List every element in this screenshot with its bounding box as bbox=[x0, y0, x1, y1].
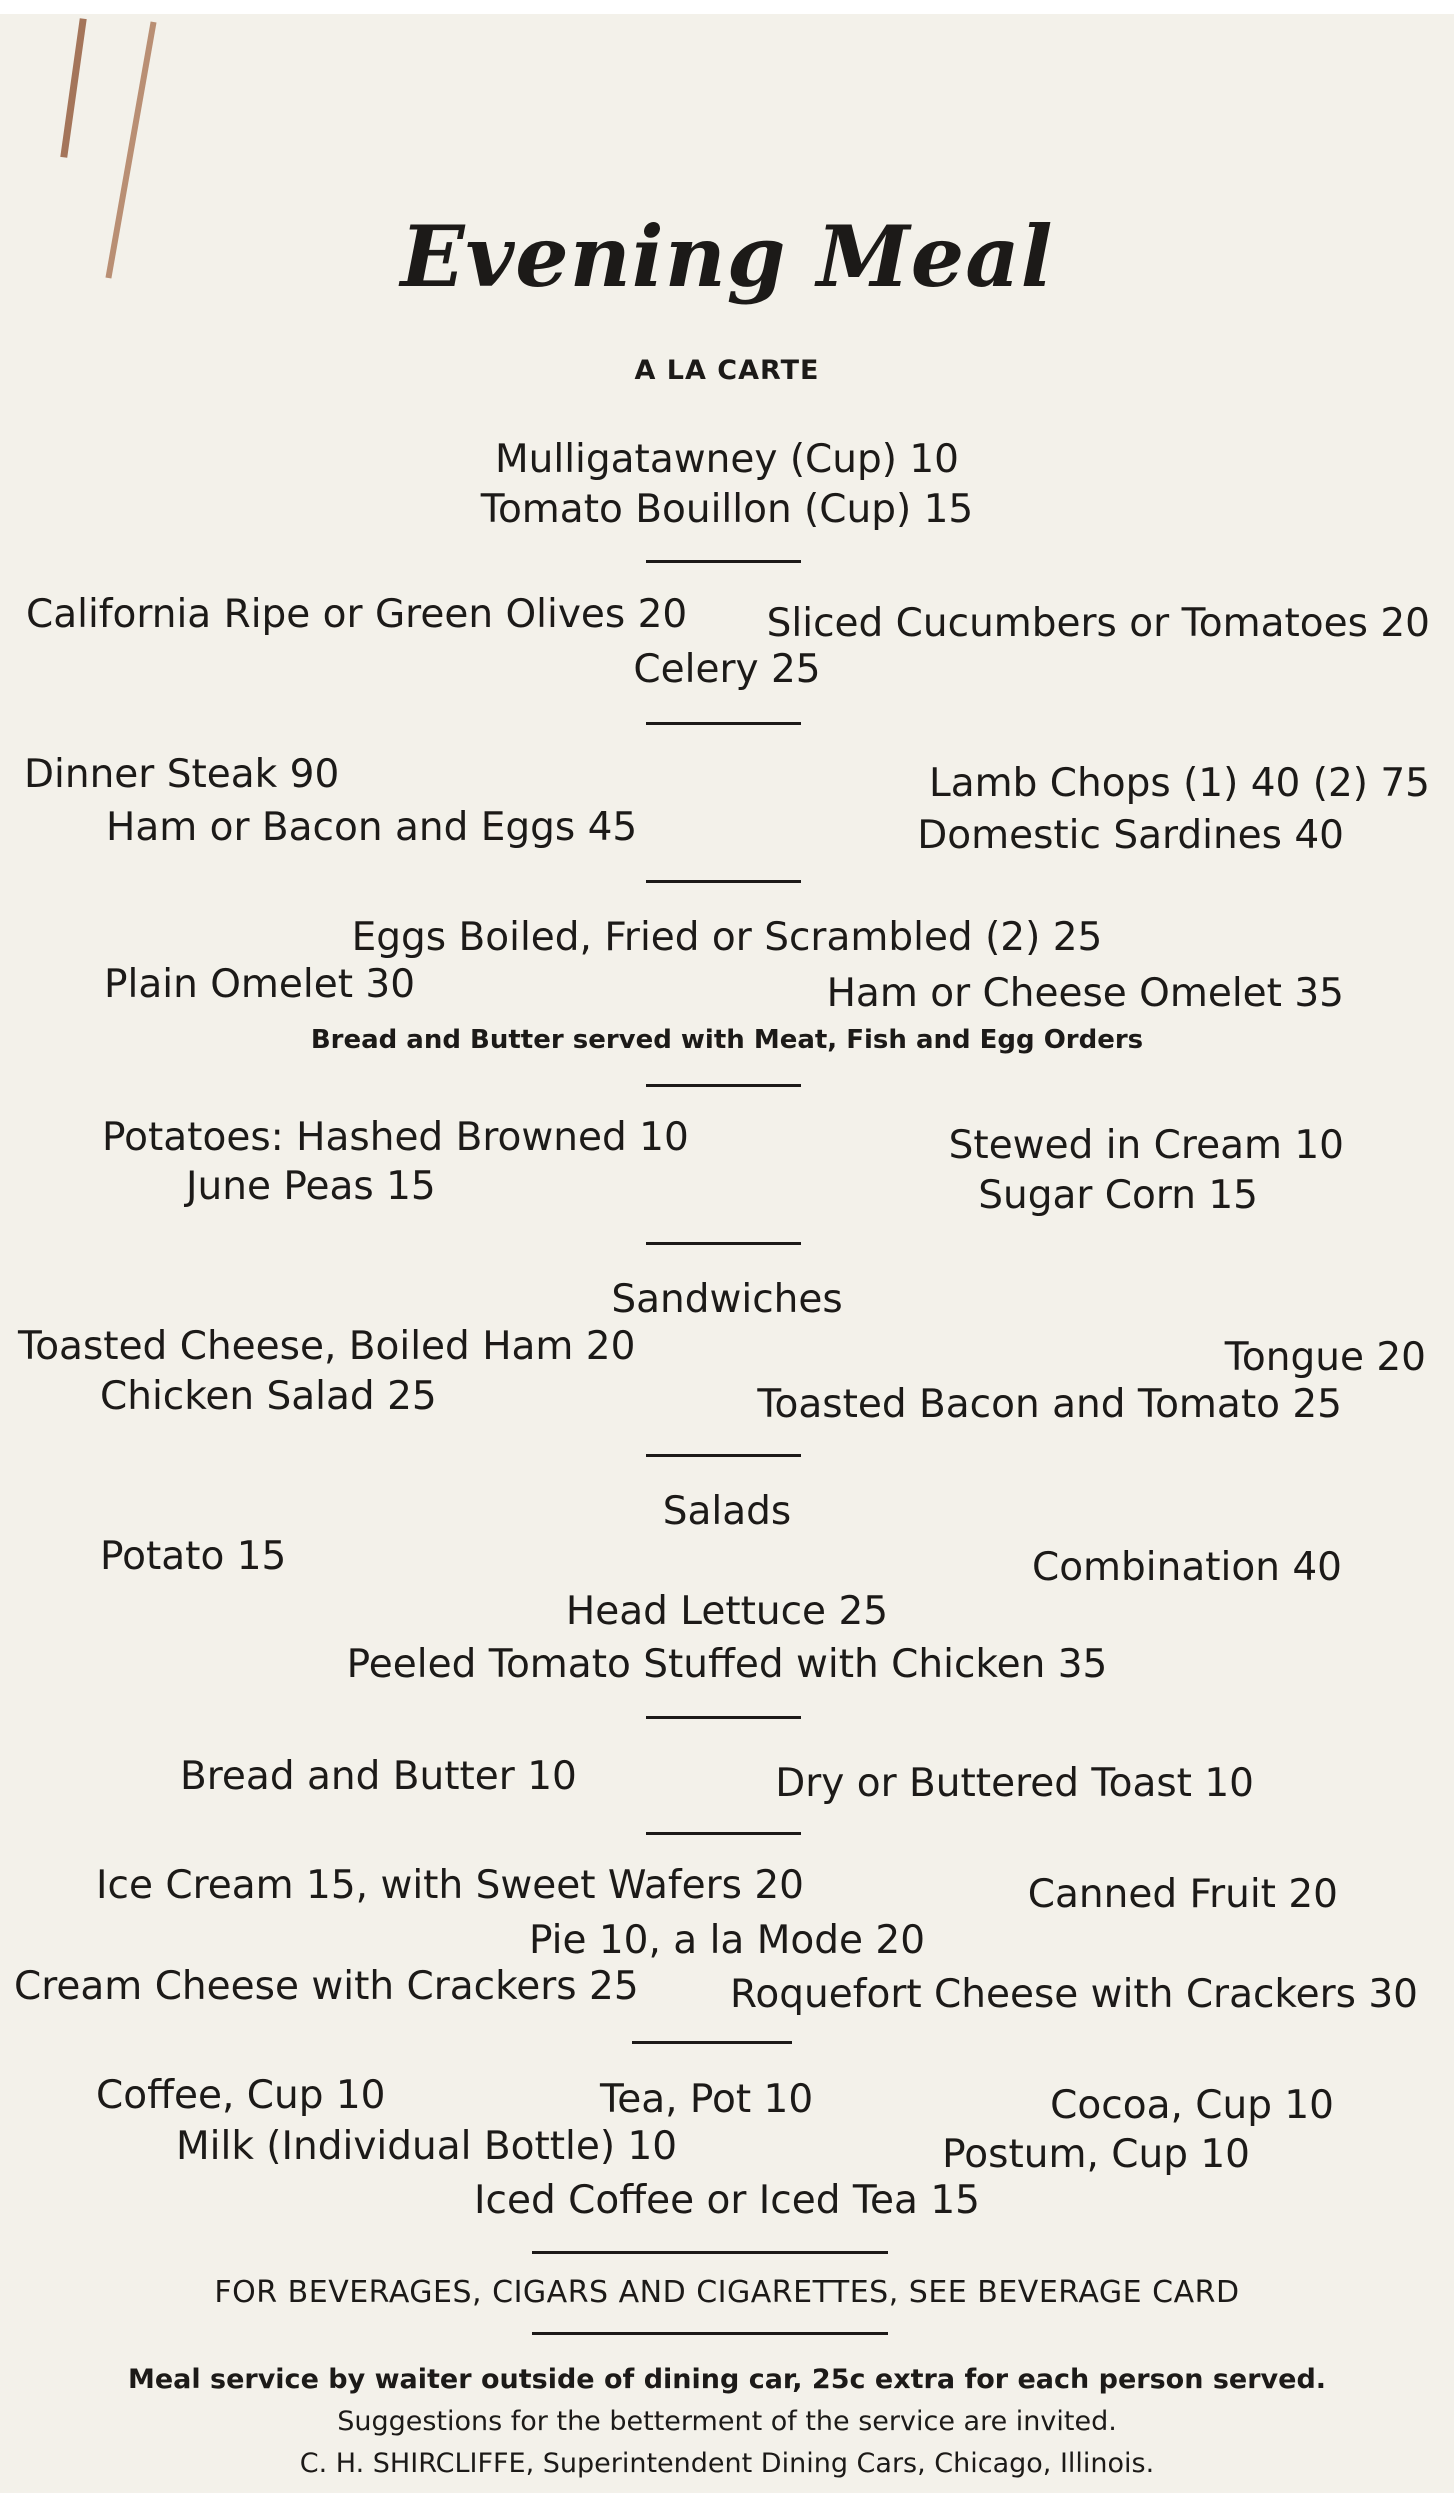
menu-item: June Peas 15 bbox=[186, 1164, 436, 1209]
menu-item: Roquefort Cheese with Crackers 30 bbox=[730, 1972, 1418, 2017]
menu-item: Chicken Salad 25 bbox=[100, 1374, 437, 1419]
menu-item: Cocoa, Cup 10 bbox=[1050, 2083, 1334, 2128]
menu-item: California Ripe or Green Olives 20 bbox=[26, 592, 688, 637]
section-heading: Sandwiches bbox=[611, 1277, 843, 1322]
menu-item: Ham or Bacon and Eggs 45 bbox=[106, 805, 638, 850]
menu-item: Stewed in Cream 10 bbox=[948, 1123, 1344, 1168]
menu-note: Bread and Butter served with Meat, Fish and Egg Orders bbox=[310, 1025, 1144, 1055]
section-divider bbox=[632, 2041, 792, 2044]
menu-item: Dinner Steak 90 bbox=[24, 752, 340, 797]
menu-item: Tongue 20 bbox=[1224, 1335, 1426, 1380]
menu-title: Evening Meal bbox=[400, 207, 1054, 306]
menu-item: Domestic Sardines 40 bbox=[917, 813, 1344, 858]
menu-item: Bread and Butter 10 bbox=[180, 1754, 577, 1799]
section-divider bbox=[646, 1454, 801, 1457]
section-divider bbox=[646, 722, 801, 725]
paper-top-edge bbox=[0, 0, 1454, 14]
section-divider bbox=[646, 1832, 801, 1835]
menu-item: Pie 10, a la Mode 20 bbox=[528, 1918, 926, 1963]
beverage-card-note: FOR BEVERAGES, CIGARS AND CIGARETTES, SEE BEVERAGE CARD bbox=[214, 2275, 1240, 2310]
section-divider bbox=[646, 1242, 801, 1245]
menu-item: Celery 25 bbox=[633, 647, 821, 692]
menu-item: Peeled Tomato Stuffed with Chicken 35 bbox=[346, 1642, 1108, 1687]
menu-item: Canned Fruit 20 bbox=[1027, 1872, 1338, 1917]
menu-item: Ham or Cheese Omelet 35 bbox=[826, 971, 1344, 1016]
menu-item: Mulligatawney (Cup) 10 bbox=[495, 437, 959, 482]
section-divider bbox=[532, 2251, 888, 2254]
menu-item: Cream Cheese with Crackers 25 bbox=[14, 1964, 639, 2009]
menu-item: Eggs Boiled, Fried or Scrambled (2) 25 bbox=[351, 915, 1103, 960]
menu-item: Sliced Cucumbers or Tomatoes 20 bbox=[766, 601, 1430, 646]
menu-item: Dry or Buttered Toast 10 bbox=[775, 1761, 1254, 1806]
menu-item: Head Lettuce 25 bbox=[565, 1589, 889, 1634]
menu-item: Combination 40 bbox=[1031, 1545, 1342, 1590]
service-note: Meal service by waiter outside of dining car, 25c extra for each person served. bbox=[127, 2364, 1327, 2395]
section-divider bbox=[532, 2332, 888, 2335]
menu-item: Toasted Bacon and Tomato 25 bbox=[757, 1382, 1342, 1427]
section-divider bbox=[646, 1716, 801, 1719]
signature-line: C. H. SHIRCLIFFE, Superintendent Dining Cars, Chicago, Illinois. bbox=[299, 2448, 1155, 2479]
menu-item: Postum, Cup 10 bbox=[942, 2132, 1250, 2177]
menu-item: Ice Cream 15, with Sweet Wafers 20 bbox=[96, 1863, 804, 1908]
menu-item: Tomato Bouillon (Cup) 15 bbox=[480, 487, 974, 532]
suggestions-note: Suggestions for the betterment of the service are invited. bbox=[337, 2406, 1117, 2437]
menu-item: Potatoes: Hashed Browned 10 bbox=[102, 1115, 689, 1160]
section-divider bbox=[646, 880, 801, 883]
menu-item: Milk (Individual Bottle) 10 bbox=[176, 2124, 678, 2169]
menu-item: Plain Omelet 30 bbox=[104, 962, 416, 1007]
menu-item: Iced Coffee or Iced Tea 15 bbox=[474, 2178, 980, 2223]
section-divider bbox=[646, 560, 801, 563]
menu-item: Lamb Chops (1) 40 (2) 75 bbox=[929, 761, 1430, 806]
menu-item: Toasted Cheese, Boiled Ham 20 bbox=[18, 1324, 636, 1369]
menu-subtitle: A LA CARTE bbox=[634, 355, 820, 386]
stain-mark bbox=[60, 18, 86, 158]
menu-item: Tea, Pot 10 bbox=[600, 2077, 814, 2122]
section-divider bbox=[646, 1084, 801, 1087]
section-heading: Salads bbox=[662, 1489, 792, 1534]
menu-item: Potato 15 bbox=[100, 1534, 287, 1579]
menu-item: Sugar Corn 15 bbox=[978, 1173, 1258, 1218]
menu-item: Coffee, Cup 10 bbox=[96, 2073, 386, 2118]
